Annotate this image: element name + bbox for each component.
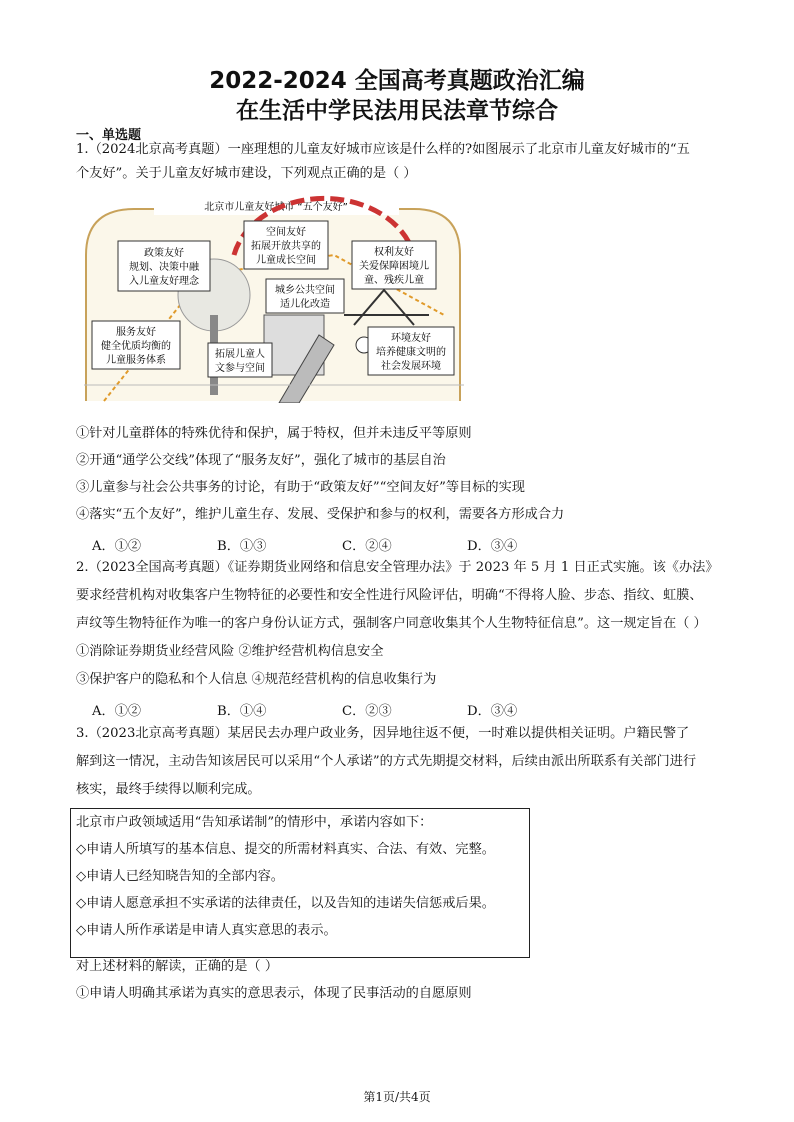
q1-option-a[interactable]: A．①② (92, 539, 142, 554)
svg-text:儿童服务体系: 儿童服务体系 (106, 355, 166, 366)
svg-text:儿童成长空间: 儿童成长空间 (256, 255, 316, 266)
doc-title-line2: 在生活中学民法用民法章节综合 (236, 98, 558, 124)
svg-text:环境友好: 环境友好 (391, 333, 431, 344)
svg-text:规划、决策中融: 规划、决策中融 (129, 262, 199, 273)
q3-stem-line2: 解到这一情况，主动告知该居民可以采用“个人承诺”的方式先期提交材料，后续由派出所联系有关部门进行 (76, 754, 697, 769)
svg-text:适儿化改造: 适儿化改造 (280, 299, 330, 310)
q2-stem-line2: 要求经营机构对收集客户生物特征的必要性和安全性进行风险评估，明确“不得将人脸、步态、指纹、虹膜、 (76, 588, 703, 603)
q3-box-item-1: ◇申请人所填写的基本信息、提交的所需材料真实、合法、有效、完整。 (76, 842, 495, 857)
section-heading: 一、单选题 (76, 128, 142, 143)
q2-option-d[interactable]: D．③④ (467, 704, 518, 719)
figure-box-service (92, 321, 180, 369)
q2-option-b[interactable]: B．①④ (217, 704, 267, 719)
svg-text:权利友好: 权利友好 (374, 247, 414, 258)
q1-option-b[interactable]: B．①③ (217, 539, 267, 554)
figure-box-environment (368, 327, 454, 375)
q1-statement-1: ①针对儿童群体的特殊优待和保护，属于特权，但并未违反平等原则 (76, 426, 472, 441)
figure-box-policy (118, 241, 210, 291)
q2-option-c[interactable]: C．②③ (342, 704, 392, 719)
q1-options (92, 535, 592, 554)
figure-box-public-space (266, 279, 344, 313)
q3-stem-line1: 3.（2023北京高考真题）某居民去办理户政业务，因异地往返不便，一时难以提供相关证明。户籍民警了 (76, 726, 690, 741)
svg-text:服务友好: 服务友好 (116, 327, 156, 338)
q1-option-c[interactable]: C．②④ (342, 539, 392, 554)
q3-box-item-4: ◇申请人所作承诺是申请人真实意思的表示。 (76, 923, 337, 938)
q2-statements-12: ①消除证券期货业经营风险 ②维护经营机构信息安全 (76, 644, 384, 659)
q3-question: 对上述材料的解读，正确的是（ ） (76, 959, 279, 974)
q3-box-item-2: ◇申请人已经知晓告知的全部内容。 (76, 869, 284, 884)
q3-stem-line3: 核实，最终手续得以顺利完成。 (76, 782, 261, 797)
doc-title-line1: 2022-2024 全国高考真题政治汇编 (209, 68, 585, 94)
q3-statement-1: ①申请人明确其承诺为真实的意思表示，体现了民事活动的自愿原则 (76, 986, 472, 1001)
svg-text:政策友好: 政策友好 (144, 248, 184, 259)
svg-text:关爱保障困境儿: 关爱保障困境儿 (359, 261, 429, 272)
q1-stem-line2: 个友好”。关于儿童友好城市建设，下列观点正确的是（ ） (76, 166, 417, 181)
q2-stem-line3: 声纹等生物特征作为唯一的客户身份认证方式，强制客户同意收集其个人生物特征信息”。这一规定旨在（ ） (76, 616, 707, 631)
q1-statement-3: ③儿童参与社会公共事务的讨论，有助于“政策友好”“空间友好”等目标的实现 (76, 480, 525, 495)
svg-text:健全优质均衡的: 健全优质均衡的 (101, 341, 171, 352)
svg-text:城乡公共空间: 城乡公共空间 (275, 285, 335, 296)
q1-figure (84, 195, 464, 403)
q1-option-d[interactable]: D．③④ (467, 539, 518, 554)
q2-option-a[interactable]: A．①② (92, 704, 142, 719)
q2-stem-line1: 2.（2023全国高考真题）《证券期货业网络和信息安全管理办法》于 2023 年 5 月 1 日正式实施。该《办法》 (76, 560, 719, 575)
q1-statement-4: ④落实“五个友好”，维护儿童生存、发展、受保护和参与的权利，需要各方形成合力 (76, 507, 565, 522)
svg-text:拓展儿童人: 拓展儿童人 (215, 349, 265, 360)
q1-stem-line1: 1.（2024北京高考真题）一座理想的儿童友好城市应该是什么样的?如图展示了北京市儿童友好城市的“五 (76, 142, 690, 157)
q2-statements-34: ③保护客户的隐私和个人信息 ④规范经营机构的信息收集行为 (76, 672, 437, 687)
svg-text:文参与空间: 文参与空间 (215, 363, 265, 374)
svg-text:入儿童友好理念: 入儿童友好理念 (129, 276, 199, 287)
page-footer: 第1页/共4页 (363, 1090, 431, 1104)
figure-box-rights (352, 241, 436, 289)
svg-text:社会发展环境: 社会发展环境 (381, 361, 441, 372)
svg-text:拓展开放共享的: 拓展开放共享的 (251, 241, 321, 252)
q1-statement-2: ②开通“通学公交线”体现了“服务友好”，强化了城市的基层自治 (76, 453, 446, 468)
q3-box-item-3: ◇申请人愿意承担不实承诺的法律责任，以及告知的违诺失信惩戒后果。 (76, 896, 495, 911)
figure-box-space (244, 221, 328, 269)
svg-text:空间友好: 空间友好 (266, 227, 306, 238)
figure-title: 北京市儿童友好城市 “五个友好” (204, 202, 348, 213)
q3-box-heading: 北京市户政领域适用“告知承诺制”的情形中，承诺内容如下： (76, 815, 433, 830)
figure-box-participation (208, 343, 272, 377)
svg-text:培养健康文明的: 培养健康文明的 (376, 347, 446, 358)
q2-options (92, 700, 592, 719)
svg-text:童、残疾儿童: 童、残疾儿童 (364, 275, 424, 286)
